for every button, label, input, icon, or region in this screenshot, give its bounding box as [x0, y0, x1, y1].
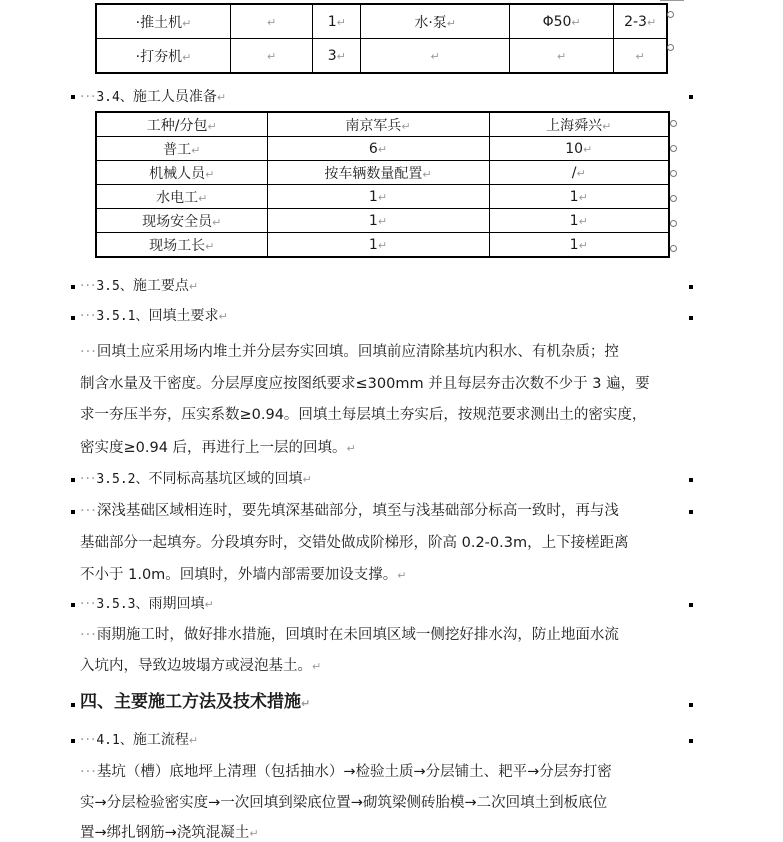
table-row [96, 137, 669, 161]
list-bullet [71, 316, 75, 320]
table-row-handle[interactable] [670, 120, 677, 127]
chapter-heading: 四、主要施工方法及技术措施↵ [80, 692, 311, 712]
table-cell: 2-3↵ [614, 4, 667, 39]
table-cell: ↵ [361, 39, 510, 74]
table-header-cell: 南京军兵↵ [267, 112, 489, 137]
table-cell: 1↵ [489, 185, 669, 209]
line-marker [689, 478, 693, 482]
line-marker [689, 603, 693, 607]
subsection-heading: ···3.5.2、不同标高基坑区域的回填↵ [80, 471, 312, 487]
table-cell: 1↵ [267, 233, 489, 258]
paragraph-line: ···回填土应采用场内堆土并分层夯实回填。回填前应清除基坑内积水、有机杂质；控 [80, 344, 619, 360]
paragraph-line: 入坑内，导致边坡塌方或浸泡基土。↵ [80, 658, 322, 674]
table-row [96, 233, 669, 258]
table-cell: 10↵ [489, 137, 669, 161]
table-cell: ↵ [509, 39, 613, 74]
table-row-handle[interactable] [667, 44, 674, 51]
table-header-cell: 工种/分包↵ [96, 112, 267, 137]
line-marker [689, 703, 693, 707]
table-row [96, 185, 669, 209]
table-cell: ↵ [230, 4, 312, 39]
paragraph-line: 不小于 1.0m。回填时，外墙内部需要加设支撑。↵ [80, 567, 407, 583]
table-row-handle[interactable] [670, 220, 677, 227]
table-cell: ·打夯机↵ [96, 39, 230, 74]
line-marker [689, 316, 693, 320]
paragraph-line: ···雨期施工时，做好排水措施，回填时在未回填区域一侧挖好排水沟，防止地面水流 [80, 627, 619, 643]
table-cell: ↵ [614, 39, 667, 74]
page-corner-line [660, 0, 684, 1]
table-row [96, 39, 667, 74]
table-cell: 水电工↵ [96, 185, 267, 209]
table-cell: 按车辆数量配置↵ [267, 161, 489, 185]
paragraph-line: 基础部分一起填夯。分段填夯时，交错处做成阶梯形，阶高 0.2-0.3m，上下接槎距离 [80, 535, 629, 551]
paragraph-line: ···基坑（槽）底地坪上清理（包括抽水）→检验土质→分层铺土、耙平→分层夯打密 [80, 764, 612, 780]
table-row-handle[interactable] [670, 170, 677, 177]
table-cell: 6↵ [267, 137, 489, 161]
line-marker [689, 95, 693, 99]
list-bullet [71, 478, 75, 482]
list-bullet [71, 603, 75, 607]
paragraph-line: 实→分层检验密实度→一次回填到梁底位置→砌筑梁侧砖胎模→二次回填土到板底位 [80, 795, 608, 811]
table-row-handle[interactable] [670, 195, 677, 202]
table-cell: /↵ [489, 161, 669, 185]
table-row-handle[interactable] [670, 145, 677, 152]
table-cell: 现场工长↵ [96, 233, 267, 258]
table-cell: 普工↵ [96, 137, 267, 161]
table-cell: ↵ [230, 39, 312, 74]
paragraph-line: ···深浅基础区域相连时，要先填深基础部分，填至与浅基础部分标高一致时，再与浅 [80, 503, 619, 519]
paragraph-line: 密实度≥0.94 后，再进行上一层的回填。↵ [80, 440, 356, 456]
table-cell: 1↵ [267, 185, 489, 209]
paragraph-line: 求一夯压半夯，压实系数≥0.94。回填土每层填土夯实后，按规范要求测出土的密实度， [80, 407, 647, 423]
equipment-table [95, 3, 668, 74]
table-row [96, 4, 667, 39]
table-row [96, 209, 669, 233]
personnel-table [95, 111, 670, 258]
table-header-cell: 上海舜兴↵ [489, 112, 669, 137]
section-heading: ···3.4、施工人员准备↵ [80, 89, 227, 105]
line-marker [689, 510, 693, 514]
table-cell: 机械人员↵ [96, 161, 267, 185]
table-row-handle[interactable] [667, 11, 674, 18]
table-cell: 1↵ [267, 209, 489, 233]
section-heading: ···3.5、施工要点↵ [80, 278, 199, 294]
list-bullet [71, 739, 75, 743]
table-cell: ·推土机↵ [96, 4, 230, 39]
table-cell: 1↵ [489, 233, 669, 258]
paragraph-line: 制含水量及干密度。分层厚度应按图纸要求≤300mm 并且每层夯击次数不少于 3 遍，要 [80, 376, 650, 392]
table-cell: 现场安全员↵ [96, 209, 267, 233]
table-cell: 1↵ [313, 4, 361, 39]
list-bullet [71, 510, 75, 514]
table-cell: 1↵ [489, 209, 669, 233]
list-bullet [71, 95, 75, 99]
table-row [96, 161, 669, 185]
subsection-heading: ···4.1、施工流程↵ [80, 732, 199, 748]
line-marker [689, 739, 693, 743]
table-cell: 水·泵↵ [361, 4, 510, 39]
table-cell: Φ50↵ [509, 4, 613, 39]
subsection-heading: ···3.5.1、回填土要求↵ [80, 308, 228, 324]
table-row-handle[interactable] [670, 245, 677, 252]
table-cell: 3↵ [313, 39, 361, 74]
list-bullet [71, 703, 75, 707]
list-bullet [71, 285, 75, 289]
line-marker [689, 285, 693, 289]
subsection-heading: ···3.5.3、雨期回填↵ [80, 596, 214, 612]
paragraph-line: 置→绑扎钢筋→浇筑混凝土↵ [80, 825, 259, 841]
table-header-row [96, 112, 669, 137]
